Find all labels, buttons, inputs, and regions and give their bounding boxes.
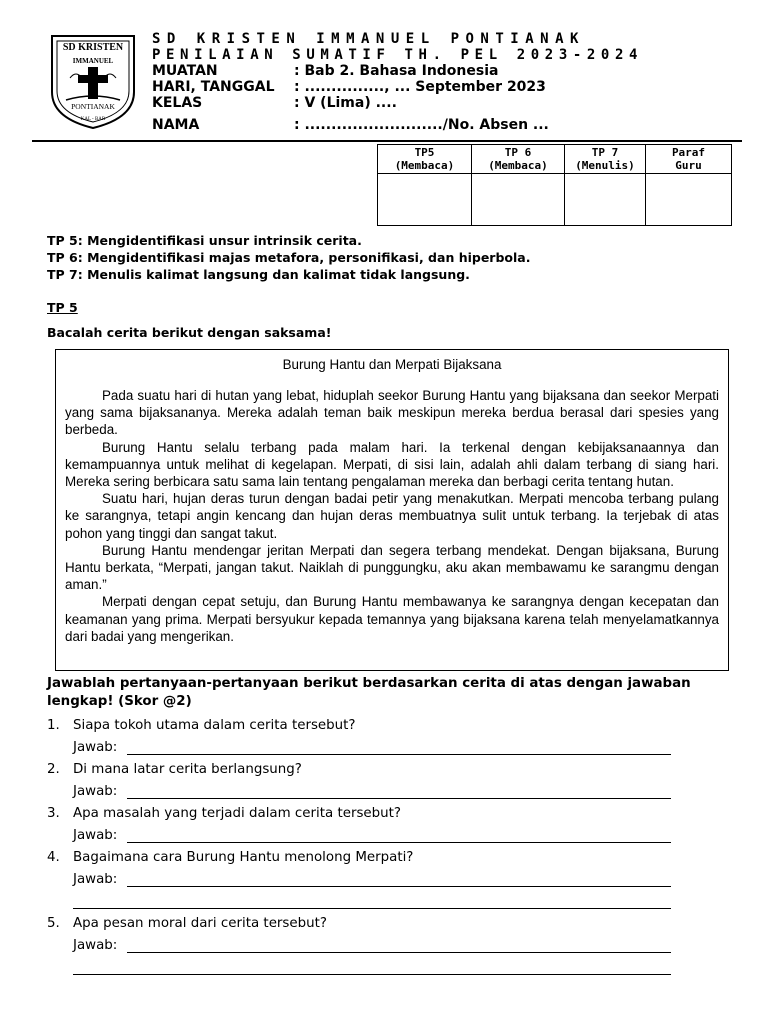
- svg-text:KAL - BAR: KAL - BAR: [80, 117, 106, 122]
- question-number: 1.: [47, 718, 60, 733]
- exam-title: PENILAIAN SUMATIF TH. PEL 2023-2024: [152, 47, 644, 63]
- questions-heading: Jawablah pertanyaan-pertanyaan berikut berdasarkan cerita di atas dengan jawaban lengkap! (Skor @2): [47, 676, 691, 709]
- score-col-tp7-sub: (Menulis): [575, 159, 635, 172]
- score-cell-tp5[interactable]: [378, 174, 472, 226]
- question-number: 3.: [47, 806, 60, 821]
- story-paragraph: Burung Hantu selalu terbang pada malam hari. Ia terkenal dengan kebijaksanaannya dan kemampuannya untuk melihat di kegelapan. Merpati, di sisi lain, adalah ahli dalam terbang di siang hari. Mereka sering berbicara satu sama lain tentang pengalaman mereka dan berbagi cerita tentang hutan.: [65, 439, 719, 490]
- story-paragraph: Pada suatu hari di hutan yang lebat, hiduplah seekor Burung Hantu yang bijaksana dan seekor Merpati yang sama bijaksananya. Mereka adalah teman baik meskipun mereka berdua berasal dari spesies yang berbeda.: [65, 388, 719, 438]
- story-paragraph: Merpati dengan cepat setuju, dan Burung Hantu membawanya ke sarangnya dengan kecepatan dan keamanan yang prima. Merpati bersyukur kepada temannya yang bijaksana karena telah menyelamatkannya dari badai yang mengerikan.: [65, 594, 719, 644]
- question-number: 5.: [47, 916, 60, 931]
- svg-text:SD KRISTEN: SD KRISTEN: [62, 42, 124, 53]
- score-table: [377, 144, 732, 226]
- answer-label: Jawab:: [73, 938, 118, 953]
- section-label: TP 5: [47, 300, 78, 315]
- answer-line[interactable]: [127, 886, 671, 887]
- school-logo: [48, 34, 138, 130]
- question-text: Apa pesan moral dari cerita tersebut?: [73, 916, 327, 931]
- question-text: Bagaimana cara Burung Hantu menolong Merpati?: [73, 850, 414, 865]
- answer-label: Jawab:: [73, 828, 118, 843]
- answer-label: Jawab:: [73, 784, 118, 799]
- score-col-tp6-sub: (Membaca): [488, 159, 548, 172]
- name-label: NAMA: [152, 117, 200, 133]
- question-text: Siapa tokoh utama dalam cerita tersebut?: [73, 718, 356, 733]
- objective-tp7: TP 7: Menulis kalimat langsung dan kalimat tidak langsung.: [47, 267, 470, 282]
- score-col-paraf-title: Paraf: [671, 146, 706, 159]
- answer-label: Jawab:: [73, 740, 118, 755]
- score-col-tp5-title: TP5: [414, 146, 435, 159]
- objective-tp5: TP 5: Mengidentifikasi unsur intrinsik cerita.: [47, 233, 362, 248]
- subject-value: : Bab 2. Bahasa Indonesia: [294, 63, 499, 79]
- svg-text:IMMANUEL: IMMANUEL: [72, 57, 114, 65]
- question-text: Di mana latar cerita berlangsung?: [73, 762, 302, 777]
- date-value: : ..............., ... September 2023: [294, 79, 546, 95]
- story-paragraph: Burung Hantu mendengar jeritan Merpati dan segera terbang mendekat. Dengan bijaksana, Burung Hantu berkata, “Merpati, jangan takut. Naiklah di punggungku, aku akan membawamu ke sarangmu dengan aman.”: [65, 542, 719, 593]
- story-title: Burung Hantu dan Merpati Bijaksana: [282, 357, 502, 372]
- answer-label: Jawab:: [73, 872, 118, 887]
- score-cell-paraf[interactable]: [646, 174, 732, 226]
- class-label: KELAS: [152, 95, 203, 111]
- story-paragraph: Suatu hari, hujan deras turun dengan badai petir yang menakutkan. Merpati mencoba terbang pulang ke sarangnya, tetapi angin kencang dan hujan deras membuatnya sulit untuk terbang. Ia terjebak di atas pohon yang tinggi dan sangat takut.: [65, 491, 719, 541]
- svg-text:PONTIANAK: PONTIANAK: [71, 102, 115, 111]
- score-col-tp5-sub: (Membaca): [394, 159, 455, 172]
- answer-line-extra[interactable]: [73, 974, 671, 975]
- score-cell-tp7[interactable]: [565, 174, 646, 226]
- score-col-tp6-title: TP 6: [504, 146, 532, 159]
- reading-instruction: Bacalah cerita berikut dengan saksama!: [47, 325, 332, 340]
- score-table-header: [378, 145, 732, 174]
- objective-tp6: TP 6: Mengidentifikasi majas metafora, personifikasi, dan hiperbola.: [47, 250, 531, 265]
- answer-line[interactable]: [127, 842, 671, 843]
- name-field[interactable]: : ........................../No. Absen ...: [294, 117, 549, 133]
- score-cell-tp6[interactable]: [472, 174, 565, 226]
- class-value: : V (Lima) ....: [294, 95, 397, 111]
- answer-line[interactable]: [127, 754, 671, 755]
- story-box: [55, 349, 729, 671]
- date-label: HARI, TANGGAL: [152, 79, 275, 95]
- subject-label: MUATAN: [152, 63, 218, 79]
- score-col-paraf-sub: Guru: [675, 159, 702, 172]
- school-crest-icon: [48, 34, 138, 130]
- question-number: 4.: [47, 850, 60, 865]
- header-divider: [32, 140, 742, 142]
- question-number: 2.: [47, 762, 60, 777]
- school-name: SD KRISTEN IMMANUEL PONTIANAK: [152, 31, 585, 47]
- question-text: Apa masalah yang terjadi dalam cerita tersebut?: [73, 806, 402, 821]
- answer-line-extra[interactable]: [73, 908, 671, 909]
- answer-line[interactable]: [127, 952, 671, 953]
- answer-line[interactable]: [127, 798, 671, 799]
- score-col-tp7-title: TP 7: [591, 146, 619, 159]
- score-table-input-row: [378, 174, 732, 226]
